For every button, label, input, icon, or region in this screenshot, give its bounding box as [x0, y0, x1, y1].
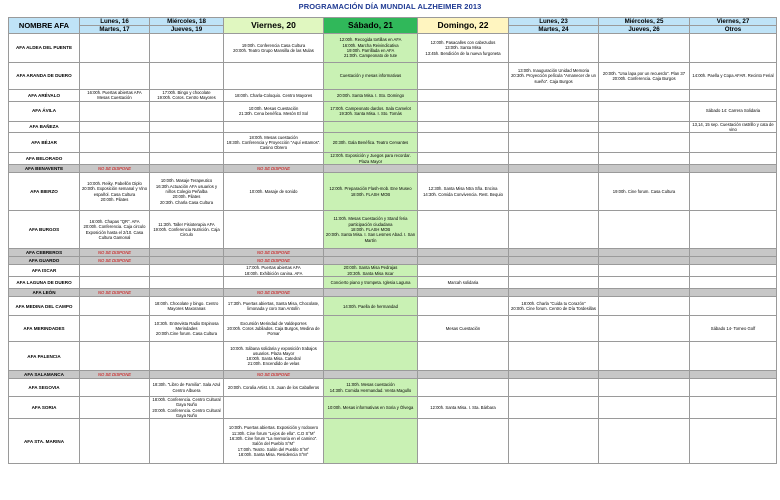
schedule-cell — [150, 165, 224, 173]
schedule-cell — [599, 133, 690, 153]
afa-name: AFA ALDEA DEL PUENTE — [9, 34, 80, 63]
schedule-cell — [324, 121, 418, 133]
schedule-cell: 12:00h. Recogida tortillas en AFA 16:00h. Marcha Reivindicativa 19:00h. Parrillada en AFA 21:00h. Campeonato de tute — [324, 34, 418, 63]
no-dispone: NO SE DISPONE — [224, 371, 324, 379]
schedule-cell — [150, 133, 224, 153]
schedule-cell — [690, 419, 777, 464]
schedule-cell — [509, 34, 599, 63]
afa-name: AFA LAGUNA DE DUERO — [9, 277, 80, 289]
schedule-cell — [418, 257, 509, 265]
afa-name: AFA CEBREROS — [9, 249, 80, 257]
schedule-cell — [150, 342, 224, 371]
afa-name: AFA MEDINA DEL CAMPO — [9, 297, 80, 316]
schedule-table — [8, 17, 777, 464]
schedule-cell — [80, 316, 150, 342]
schedule-cell — [418, 249, 509, 257]
schedule-cell: 17:00h. Campeonato dardos. Sala Camelot 19:30h. Santa Misa. I. Sto. Tomás — [324, 101, 418, 121]
schedule-cell: 10:00h. Mesas informativas en Soria y Ólvega — [324, 397, 418, 419]
afa-name: AFA LEÓN — [9, 289, 80, 297]
schedule-cell: 10:00h. Masaje de sonido — [224, 173, 324, 211]
schedule-cell: 12:00h. Pasacalles con cabezudos 13:00h. Santa Misa 13:45h. Bendición de la nueva furgoneta — [418, 34, 509, 63]
schedule-cell: 18:00h. Conferencia. Centro Cultural Gaya Nuño 20:00h. Conferencia. Centro Cultural Gaya Nuño — [150, 397, 224, 419]
schedule-cell — [599, 101, 690, 121]
schedule-cell: 18:30h. "Libro de Familia". Sala Azul Centro Albuera — [150, 379, 224, 397]
schedule-cell: 10:00h. Reiky. Pabellón Diplo 20:00h. Exposición semanal y Vino español. Casa Cultura 20:00h. Pilates — [80, 173, 150, 211]
schedule-cell: 20:00h. Santa Misa Pedrajas 20:30h. Santa Misa Iscar — [324, 265, 418, 277]
afa-name: AFA MERINDADES — [9, 316, 80, 342]
schedule-cell — [80, 153, 150, 165]
table-row — [9, 277, 777, 289]
afa-name: AFA SEGOVIA — [9, 379, 80, 397]
schedule-cell — [418, 153, 509, 165]
schedule-cell — [418, 342, 509, 371]
no-dispone: NO SE DISPONE — [224, 257, 324, 265]
schedule-cell: 18:00h. Charla "Cuida tu Corazón" 20:00h. Cine forum. Centro de Día Tordesillas — [509, 297, 599, 316]
schedule-cell: 10:00h. Mesas Cuestación 21:30h. Cena benéfica. Mesón El Sol — [224, 101, 324, 121]
schedule-cell — [324, 419, 418, 464]
schedule-cell — [324, 316, 418, 342]
table-row — [9, 133, 777, 153]
schedule-cell — [418, 289, 509, 297]
table-row — [9, 90, 777, 102]
schedule-cell: 16:00h. Puertas abiertas AFA Mesas Cuestación — [80, 90, 150, 102]
schedule-cell — [324, 342, 418, 371]
table-row — [9, 101, 777, 121]
schedule-cell — [509, 316, 599, 342]
schedule-cell — [418, 90, 509, 102]
schedule-cell — [690, 297, 777, 316]
schedule-cell — [324, 371, 418, 379]
schedule-cell — [80, 63, 150, 90]
schedule-cell — [509, 90, 599, 102]
schedule-cell: 17:00h. Puertas abiertas AFA 18:00h. Exhibición canina. AFA — [224, 265, 324, 277]
no-dispone: NO SE DISPONE — [224, 165, 324, 173]
header-otros: Otros — [690, 26, 777, 34]
schedule-cell: 20:00h. Santa Misa. I. Sto. Domingo — [324, 90, 418, 102]
schedule-cell — [509, 211, 599, 249]
schedule-cell: 20:30h. Gala Benéfica. Teatro Cervantes — [324, 133, 418, 153]
schedule-cell — [80, 397, 150, 419]
header-jueves-19: Jueves, 19 — [150, 26, 224, 34]
header-martes-17: Martes, 17 — [80, 26, 150, 34]
schedule-cell: 18:00h. Chocolate y bingo. Centro Mayores Maxoranas — [150, 297, 224, 316]
schedule-cell — [599, 153, 690, 165]
schedule-cell — [80, 419, 150, 464]
schedule-cell — [324, 289, 418, 297]
schedule-cell — [690, 34, 777, 63]
schedule-cell: 20:00h. "Una lapa por un recuerdo". Plan 37 20:00h. Conferencia. Caja Burgos — [599, 63, 690, 90]
table-row — [9, 153, 777, 165]
no-dispone: NO SE DISPONE — [224, 249, 324, 257]
schedule-cell — [150, 257, 224, 265]
no-dispone: NO SE DISPONE — [80, 371, 150, 379]
schedule-cell — [224, 397, 324, 419]
schedule-cell — [80, 297, 150, 316]
schedule-cell — [690, 397, 777, 419]
schedule-cell: 12:00h. Exposición y Juegos para recordar. Plaza Mayor — [324, 153, 418, 165]
schedule-cell — [509, 249, 599, 257]
schedule-body — [9, 34, 777, 464]
table-row — [9, 165, 777, 173]
schedule-cell — [150, 371, 224, 379]
schedule-cell — [80, 265, 150, 277]
no-dispone: NO SE DISPONE — [80, 289, 150, 297]
header-sabado-21: Sábado, 21 — [324, 18, 418, 34]
schedule-cell — [690, 371, 777, 379]
schedule-cell — [690, 342, 777, 371]
header-domingo-22: Domingo, 22 — [418, 18, 509, 34]
schedule-cell: 12:30h. Santa Misa Ntra Sña. Encina 14:30h. Comida Convivencia. Rest. Bequio — [418, 173, 509, 211]
schedule-cell — [80, 121, 150, 133]
schedule-cell — [599, 90, 690, 102]
schedule-cell — [599, 265, 690, 277]
schedule-cell — [418, 265, 509, 277]
schedule-cell — [418, 371, 509, 379]
schedule-cell — [690, 90, 777, 102]
table-row — [9, 316, 777, 342]
schedule-cell — [690, 133, 777, 153]
schedule-cell — [690, 379, 777, 397]
schedule-cell: Cuestación y mesas informativas — [324, 63, 418, 90]
afa-name: AFA BAÑEZA — [9, 121, 80, 133]
afa-name: AFA STA. MARINA — [9, 419, 80, 464]
header-lunes-23: Lunes, 23 — [509, 18, 599, 26]
schedule-cell: 10:00h. Sábana solidaria y exposición trabajos usuarios. Plaza Mayor 18:00h. Santa Misa. Catedral 21:00h. Encendido de velas — [224, 342, 324, 371]
schedule-cell — [224, 277, 324, 289]
schedule-cell — [690, 289, 777, 297]
table-row — [9, 289, 777, 297]
schedule-cell — [509, 153, 599, 165]
schedule-cell: 18:00h. Mesas cuestación 19:30h. Conferencia y Proyección "Aquí estamos". Casino Obrero — [224, 133, 324, 153]
schedule-cell: 13,14, 15 sep. Cuestación rastrillo y cata de vino — [690, 121, 777, 133]
schedule-cell: 13:00h. Inauguración Unidad Memoria 20:30h. Proyección película "Amanecer de un sueño". Caja Burgos — [509, 63, 599, 90]
schedule-cell — [690, 249, 777, 257]
afa-name: AFA SORIA — [9, 397, 80, 419]
header-lunes-16: Lunes, 16 — [80, 18, 150, 26]
schedule-cell — [150, 34, 224, 63]
no-dispone: NO SE DISPONE — [80, 257, 150, 265]
schedule-cell — [418, 101, 509, 121]
schedule-cell — [599, 379, 690, 397]
afa-name: AFA GUARDO — [9, 257, 80, 265]
page-title: PROGRAMACIÓN DÍA MUNDIAL ALZHEIMER 2013 — [298, 2, 482, 11]
schedule-cell: Excursión Merindad de Valdeporres 20:00h. Coros Jubilados. Caja Burgos, Medina de Pomar — [224, 316, 324, 342]
schedule-cell — [509, 173, 599, 211]
schedule-cell — [418, 211, 509, 249]
schedule-cell — [224, 121, 324, 133]
schedule-cell — [599, 289, 690, 297]
schedule-cell — [509, 101, 599, 121]
table-row — [9, 371, 777, 379]
no-dispone: NO SE DISPONE — [80, 249, 150, 257]
table-row — [9, 173, 777, 211]
header-viernes-27: Viernes, 27 — [690, 18, 777, 26]
schedule-cell — [509, 121, 599, 133]
schedule-cell: 10:00h. Masaje Terapeutico 16:30h.Actuación AFA usuarios y niños Colegio Peñalba 20:00h. Pilates 20:30h. Charla Casa Cultura — [150, 173, 224, 211]
schedule-cell — [509, 133, 599, 153]
no-dispone: NO SE DISPONE — [80, 165, 150, 173]
afa-name: AFA ISCAR — [9, 265, 80, 277]
schedule-cell — [150, 289, 224, 297]
schedule-cell — [324, 257, 418, 265]
schedule-cell: 18:00h. Charla-Coloquio. Centro Mayores — [224, 90, 324, 102]
schedule-cell — [224, 211, 324, 249]
table-row — [9, 63, 777, 90]
afa-name: AFA BURGOS — [9, 211, 80, 249]
schedule-cell — [418, 379, 509, 397]
schedule-cell — [509, 257, 599, 265]
schedule-cell — [150, 277, 224, 289]
schedule-cell — [509, 342, 599, 371]
schedule-cell: 20:00h. Coralia Artist. I.S. Juan de los Caballeros — [224, 379, 324, 397]
schedule-cell — [150, 63, 224, 90]
schedule-cell — [324, 165, 418, 173]
schedule-cell — [80, 133, 150, 153]
schedule-cell: 12:00h. Santa Misa. I. Sta. Bárbara — [418, 397, 509, 419]
schedule-cell — [150, 153, 224, 165]
table-row — [9, 211, 777, 249]
schedule-cell — [418, 63, 509, 90]
schedule-cell — [80, 342, 150, 371]
afa-name: AFA ARANDA DE DUERO — [9, 63, 80, 90]
schedule-cell — [599, 165, 690, 173]
schedule-cell — [690, 165, 777, 173]
schedule-cell: 10:30h. Entrevista Radio Espinosa Merindades 20:00h.Cine forum. Casa Cultura — [150, 316, 224, 342]
schedule-cell — [150, 101, 224, 121]
schedule-cell: 17:30h. Puertas abiertas, Santa Misa, Chocolate, limonada y coro San Antolín — [224, 297, 324, 316]
schedule-cell: 16:00h. Chapas "QR". AFA 20:00h. Conferencia. Caja circulo Exposición hasta el 2/10. Casa Cultura Gamonal — [80, 211, 150, 249]
schedule-cell — [599, 316, 690, 342]
schedule-cell — [150, 265, 224, 277]
schedule-cell — [80, 379, 150, 397]
schedule-cell — [599, 342, 690, 371]
table-row — [9, 249, 777, 257]
afa-name: AFA BELORADO — [9, 153, 80, 165]
schedule-cell — [509, 265, 599, 277]
schedule-cell: Marcah solidaria — [418, 277, 509, 289]
schedule-cell — [509, 371, 599, 379]
schedule-cell — [150, 249, 224, 257]
schedule-cell — [509, 379, 599, 397]
schedule-cell: 19:00h. Cine forum. Casa Cultura — [599, 173, 690, 211]
schedule-cell — [599, 397, 690, 419]
schedule-cell — [509, 419, 599, 464]
afa-name: AFA BIERZO — [9, 173, 80, 211]
afa-name: AFA BENAVENTE — [9, 165, 80, 173]
schedule-cell — [599, 419, 690, 464]
table-row — [9, 265, 777, 277]
header-miercoles-25: Miércoles, 25 — [599, 18, 690, 26]
no-dispone: NO SE DISPONE — [224, 289, 324, 297]
schedule-cell: Sábado 14: Carrera Solidaria — [690, 101, 777, 121]
schedule-cell: 11:00h. Mesas Cuestación y Stand feria participación ciudadana 18:00h. FLASH MOB 20:00h. Santa Misa. I. San Lesmes Abad. I. San Martín — [324, 211, 418, 249]
schedule-cell: 11:00h. Mesas cuestación 14:30h. Comida Hermandad. Venta Magullo — [324, 379, 418, 397]
schedule-cell: Mesas Cuestación — [418, 316, 509, 342]
schedule-cell — [599, 121, 690, 133]
schedule-cell: 12:00h. Preparación Flash-mob. Ene Museo 18:00h. FLASH MOB — [324, 173, 418, 211]
afa-name: AFA ÁVILA — [9, 101, 80, 121]
schedule-cell: Concierto piano y trompeta. Iglesia Laguna — [324, 277, 418, 289]
schedule-cell — [599, 371, 690, 379]
schedule-cell — [324, 249, 418, 257]
schedule-cell — [509, 397, 599, 419]
schedule-cell: 19:00h. Conferencia Casa Cultura 20:00h. Teatro Grupo Mansilla de las Mulas — [224, 34, 324, 63]
schedule-cell — [80, 34, 150, 63]
afa-name: AFA SALAMANCA — [9, 371, 80, 379]
schedule-cell — [418, 121, 509, 133]
afa-name: AFA ARÉVALO — [9, 90, 80, 102]
schedule-cell — [224, 63, 324, 90]
table-row — [9, 342, 777, 371]
schedule-cell — [418, 419, 509, 464]
schedule-cell — [690, 277, 777, 289]
schedule-cell — [418, 133, 509, 153]
schedule-cell — [509, 277, 599, 289]
schedule-cell — [509, 165, 599, 173]
table-row — [9, 121, 777, 133]
schedule-cell — [150, 121, 224, 133]
schedule-cell — [690, 153, 777, 165]
schedule-cell — [690, 211, 777, 249]
table-row — [9, 34, 777, 63]
schedule-cell — [150, 419, 224, 464]
schedule-cell — [224, 153, 324, 165]
schedule-cell: 10:00h. Puertas abiertas. Exposición y rodoxero 11:30h. Cine forum "Lejos de ella". C.D S°M° 16:30h. Cine forum "La memoria en el camino". Salón del Pueblo S°M° 17:00h. Teatro. Salón del Pueblo S°M° 18:00h. Santa Misa. Residencia S°M° — [224, 419, 324, 464]
schedule-cell — [599, 34, 690, 63]
schedule-cell — [80, 277, 150, 289]
schedule-cell — [690, 265, 777, 277]
header-miercoles-18: Miércoles, 18 — [150, 18, 224, 26]
header-viernes-20: Viernes, 20 — [224, 18, 324, 34]
schedule-cell — [418, 297, 509, 316]
schedule-cell: 11:30h. Taller Fisioterapia AFA 19:00h. Conferencia Nutrición. Caja Circulo — [150, 211, 224, 249]
table-row — [9, 397, 777, 419]
schedule-cell — [690, 173, 777, 211]
schedule-cell — [599, 277, 690, 289]
header-martes-24: Martes, 24 — [509, 26, 599, 34]
table-row — [9, 257, 777, 265]
schedule-cell — [599, 249, 690, 257]
table-row — [9, 297, 777, 316]
schedule-cell — [599, 297, 690, 316]
schedule-cell: 14:00h. Paella y Copa AFAR. Recinto Ferial — [690, 63, 777, 90]
schedule-cell — [599, 211, 690, 249]
header-nombre-afa: NOMBRE AFA — [9, 18, 80, 34]
schedule-cell — [690, 257, 777, 265]
header-jueves-26: Jueves, 26 — [599, 26, 690, 34]
table-row — [9, 419, 777, 464]
schedule-cell — [418, 165, 509, 173]
afa-name: AFA BÉJAR — [9, 133, 80, 153]
schedule-cell — [80, 101, 150, 121]
table-row — [9, 379, 777, 397]
schedule-cell — [599, 257, 690, 265]
afa-name: AFA PALENCIA — [9, 342, 80, 371]
schedule-cell: Sábado 14- Torneo Golf — [690, 316, 777, 342]
schedule-cell: 17:00h. Bingo y chocolate 19:00h. Coros. Centro Mayores — [150, 90, 224, 102]
schedule-cell: 14:00h. Paella de hermandad — [324, 297, 418, 316]
schedule-cell — [509, 289, 599, 297]
